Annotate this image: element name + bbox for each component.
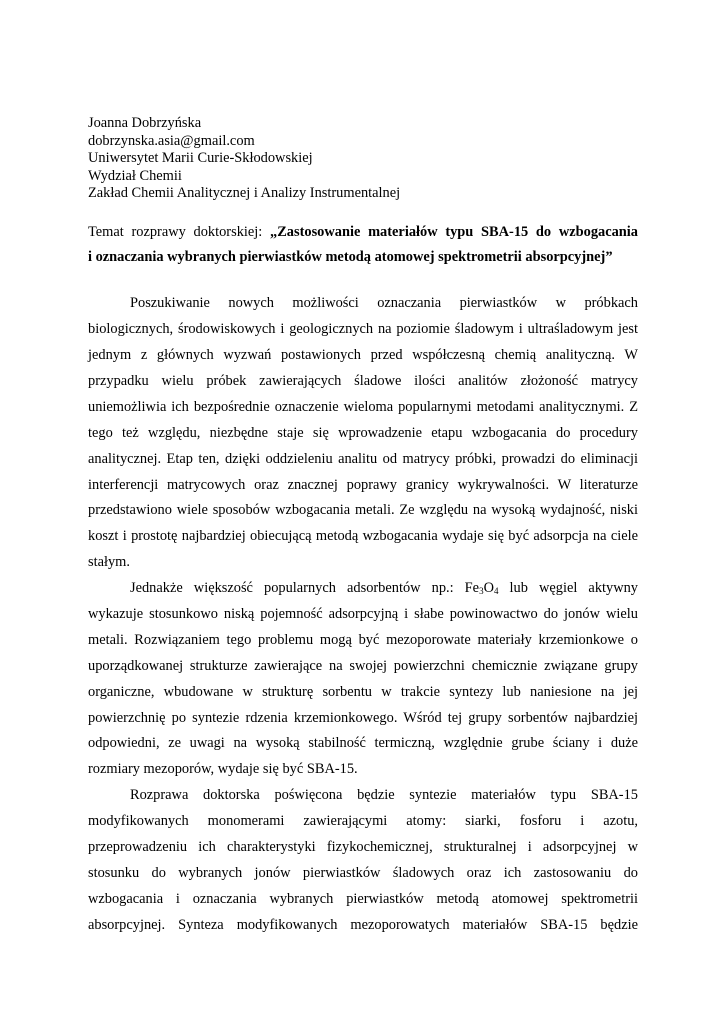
topic-prefix: Temat rozprawy doktorskiej: (88, 223, 270, 240)
topic-line-1 (88, 219, 638, 245)
paragraph-3 (88, 787, 638, 942)
paragraph-line: metali. Rozwiązaniem tego problemu mogą być mezoporowate materiały krzemionkowe o (88, 631, 638, 648)
document-page (88, 115, 638, 943)
paragraph-line: tego też względu, niezbędne staje się wprowadzenie etapu wzbogacania do procedury (88, 424, 638, 441)
paragraph-line: powierzchnię po syntezie rdzenia krzemionkowego. Wśród tej grupy sorbentów najbardziej (88, 709, 638, 726)
paragraph-2 (88, 580, 638, 787)
topic-title-part-1: „Zastosowanie materiałów typu SBA-15 do wzbogacania (270, 223, 638, 240)
paragraph-line: wykazuje stosunkowo niską pojemność adsorpcyjną i słabe powinowactwo do jonów wielu (88, 605, 638, 622)
paragraph-line-formula (88, 580, 638, 606)
paragraph-line: wzbogacania i oznaczania wybranych pierwiastków metodą atomowej spektrometrii (88, 890, 638, 907)
paragraph-line: rozmiary mezoporów, wydaje się być SBA-15. (88, 761, 358, 778)
paragraph-line: przypadku wielu próbek zawierających śladowe ilości analitów złożoność matrycy (88, 372, 638, 389)
paragraph-line: stosunku do wybranych jonów pierwiastków śladowych oraz ich zastosowaniu do (88, 864, 638, 881)
author-faculty: Wydział Chemii (88, 167, 182, 184)
paragraph-line: modyfikowanych monomerami zawierającymi atomy: siarki, fosforu i azotu, (88, 813, 638, 830)
paragraph-line: absorpcyjnej. Synteza modyfikowanych mezoporowatych materiałów SBA-15 będzie (88, 916, 638, 933)
paragraph-line: interferencji matrycowych oraz znacznej poprawy granicy wykrywalności. W literaturze (88, 476, 638, 493)
paragraph-line: organiczne, wbudowane w strukturę sorbentu w trakcie syntezy lub naniesione na jej (88, 683, 638, 700)
paragraph-line: przeprowadzeniu ich charakterystyki fizykochemicznej, strukturalnej i adsorpcyjnej w (88, 838, 638, 855)
author-department: Zakład Chemii Analitycznej i Analizy Instrumentalnej (88, 185, 401, 201)
paragraph-line: koszt i prostotę najbardziej obiecującą metodą wzbogacania wydaje się być adsorpcja na ciele (88, 528, 638, 545)
paragraph-line: uniemożliwia ich bezpośrednie oznaczenie wieloma popularnymi metodami analitycznymi. Z (88, 398, 638, 415)
formula-subscript-3: 3 (479, 586, 484, 597)
paragraph-line: Rozprawa doktorska poświęcona będzie syntezie materiałów typu SBA-15 (130, 787, 638, 804)
author-email: dobrzynska.asia@gmail.com (88, 132, 255, 149)
body-text (88, 295, 638, 942)
paragraph-line: stałym. (88, 554, 130, 571)
author-name: Joanna Dobrzyńska (88, 115, 202, 131)
paragraph-line: Poszukiwanie nowych możliwości oznaczania pierwiastków w próbkach (130, 295, 638, 312)
paragraph-line: przedstawiono wiele sposobów wzbogacania metali. Ze względu na wysoką wydajność, niski (88, 502, 638, 519)
paragraph-line: uporządkowanej strukturze zawierające na swojej powierzchni chemicznie związane grupy (88, 657, 638, 674)
topic-line-2 (88, 244, 638, 270)
formula-oxygen: O (483, 580, 494, 597)
author-university: Uniwersytet Marii Curie-Skłodowskiej (88, 150, 313, 166)
topic-title-part-2: i oznaczania wybranych pierwiastków metodą atomowej spektrometrii absorpcyjnej” (88, 249, 613, 266)
paragraph-line: odpowiedni, ze uwagi na wysoką stabilność termiczną, względnie grube ściany i duże (88, 735, 638, 752)
paragraph-line: analitycznej. Etap ten, dzięki oddzieleniu analitu od matrycy próbki, prowadzi do eliminacji (88, 450, 638, 467)
formula-text-after: lub węgiel aktywny (498, 580, 638, 597)
dissertation-topic (88, 219, 638, 271)
author-block (88, 115, 638, 203)
paragraph-1 (88, 295, 638, 580)
paragraph-line: jednym z głównych wyzwań postawionych przed współczesną chemią analityczną. W (88, 347, 638, 364)
formula-subscript-4: 4 (493, 586, 499, 597)
paragraph-line: biologicznych, środowiskowych i geologicznych na poziomie śladowym i ultraśladowym jest (88, 321, 638, 338)
formula-text-before: Jednakże większość popularnych adsorbentów np.: Fe (130, 580, 480, 597)
